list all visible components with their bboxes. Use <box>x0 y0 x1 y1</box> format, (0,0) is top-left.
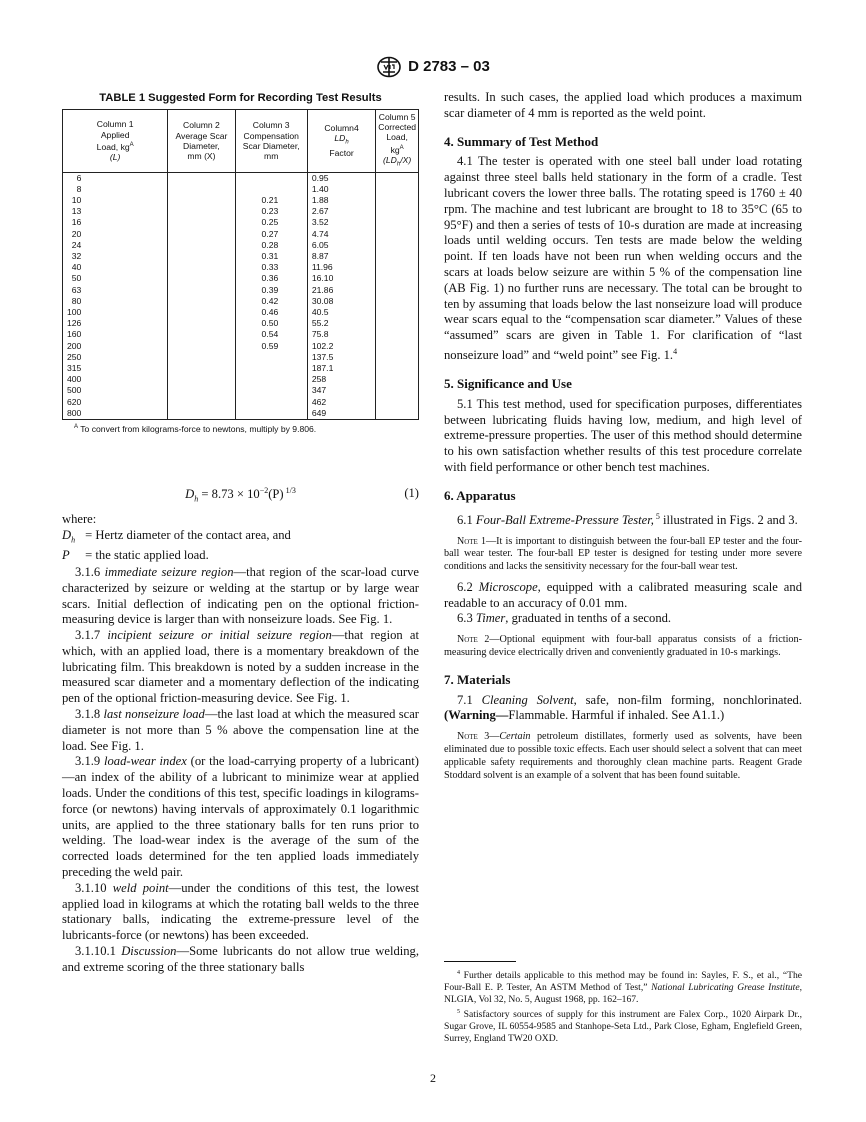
equation-1: $D_h = 8.73 \times 10^{-2}(P)$ $^{1/3}$ (1) <box>185 486 419 504</box>
col1-header: Column 1 Applied Load, $kg^A$ (L) <box>63 110 168 173</box>
definitions-block <box>62 512 419 976</box>
table-cell <box>376 229 419 240</box>
table-cell <box>376 251 419 262</box>
para-3-1-7: 3.1.7 incipient seizure or initial seizure region—that region at which, with an applied load, there is a momentary breakdown of the lubricating film. This breakdown is noted by a sudden increase in the measured scar diameter and a momentary deflection of the indicating pen of the optional friction-measuring device. See Fig. 1. <box>62 628 419 706</box>
table-cell: 32 <box>63 251 168 262</box>
table-cell: 55.2 <box>307 318 375 329</box>
table-row <box>63 352 419 363</box>
table-header-row <box>63 110 419 173</box>
table-cell <box>168 172 235 184</box>
table-cell <box>376 329 419 340</box>
table-cell: 10 <box>63 195 168 206</box>
table-cell <box>376 195 419 206</box>
table-cell: 6.05 <box>307 240 375 251</box>
table-cell: 11.96 <box>307 262 375 273</box>
table-cell <box>376 385 419 396</box>
table-cell: 200 <box>63 341 168 352</box>
table-cell <box>168 195 235 206</box>
table-cell: 187.1 <box>307 363 375 374</box>
table-row <box>63 408 419 420</box>
table-cell <box>235 184 307 195</box>
astm-logo-icon <box>376 56 402 78</box>
table-row <box>63 217 419 228</box>
table-row <box>63 206 419 217</box>
table-cell: 315 <box>63 363 168 374</box>
table-row <box>63 195 419 206</box>
table-cell: 40.5 <box>307 307 375 318</box>
table-cell: 0.21 <box>235 195 307 206</box>
note-1: Note 1—It is important to distinguish between the four-ball EP tester and the four-ball wear tester. The four-ball EP tester is designed for testing under more severe conditions and lacks the sensitivity necessary for the four-ball wear test. <box>444 535 802 573</box>
table-cell: 80 <box>63 296 168 307</box>
footnote-5: $^5$ Satisfactory sources of supply for this instrument are Falex Corp., 1020 Airpark Dr., Sugar Grove, IL 60554-9585 and Stanhope-Seta Ltd., Park Close, Egham, Englefield Green, Surrey, England TW20 OXD. <box>444 1009 802 1045</box>
document-header <box>0 56 866 78</box>
table-cell <box>376 363 419 374</box>
table-row <box>63 285 419 296</box>
table-cell: 258 <box>307 374 375 385</box>
table-cell <box>376 341 419 352</box>
table-cell: 102.2 <box>307 341 375 352</box>
table-cell <box>376 318 419 329</box>
table-cell <box>376 240 419 251</box>
where-d: $D_h$ = Hertz diameter of the contact area, and <box>62 527 291 545</box>
table-cell: 649 <box>307 408 375 420</box>
table-cell: 0.54 <box>235 329 307 340</box>
table-cell <box>168 251 235 262</box>
table-cell <box>235 172 307 184</box>
table-cell <box>168 363 235 374</box>
para-6-2: 6.2 Microscope, equipped with a calibrated measuring scale and readable to an accuracy of 0.01 mm. <box>444 579 802 610</box>
table-cell <box>168 374 235 385</box>
table-cell: 0.42 <box>235 296 307 307</box>
table-cell: 0.46 <box>235 307 307 318</box>
table-cell <box>376 206 419 217</box>
table-cell: 0.59 <box>235 341 307 352</box>
table-cell <box>376 273 419 284</box>
table-cell <box>235 374 307 385</box>
table-footnote: $^A$ To convert from kilograms-force to newtons, multiply by 9.806. <box>74 424 317 435</box>
table-cell <box>376 296 419 307</box>
col4-header: Column4 $LD_h$ Factor <box>307 110 375 173</box>
table-cell: 160 <box>63 329 168 340</box>
table-row <box>63 229 419 240</box>
table-cell: 8 <box>63 184 168 195</box>
left-column <box>62 92 419 434</box>
para-3-1-8: 3.1.8 last nonseizure load—the last load at which the measured scar diameter is not more than 5 % above the compensation line at the load. See Fig. 1. <box>62 707 420 753</box>
table-cell: 100 <box>63 307 168 318</box>
table-cell: 0.50 <box>235 318 307 329</box>
table-cell: 620 <box>63 397 168 408</box>
table-row <box>63 273 419 284</box>
table-cell: 6 <box>63 172 168 184</box>
table-cell <box>168 184 235 195</box>
table-cell <box>168 240 235 251</box>
table-row <box>63 329 419 340</box>
equation-number: (1) <box>404 486 419 500</box>
page-number: 2 <box>430 1071 436 1085</box>
table-cell: 0.28 <box>235 240 307 251</box>
table-cell <box>235 408 307 420</box>
table-cell <box>168 217 235 228</box>
table-cell: 1.88 <box>307 195 375 206</box>
table-row <box>63 262 419 273</box>
table-cell <box>235 363 307 374</box>
table-cell <box>168 296 235 307</box>
table-cell <box>168 329 235 340</box>
para-4-1: 4.1 The tester is operated with one steel ball under load rotating against three steel balls held stationary in the form of a cradle. Test lubricant covers the lower three balls. The rotating speed is 1760 ± 40 rpm. The machine and test lubricant are brought to 18 to 35°C (65 to 95°F) and then a series of tests of 10-s duration are made at increasing loads until welding occurs. Ten tests are made below the welding point. If ten loads have not been run when welding occurs and the scars at loads below seizure are within 5 % of the compensation line (AB Fig. 1) no further runs are necessary. The total can be brought to ten by assuming that loads below the last nonseizure load will produce wear scars equal to the “compensation scar diameter.” Values of these “assumed” scars are given in Table 1. For clarification of “last nonseizure load” and “weld point” see Fig. 1.$^4$ <box>444 154 802 363</box>
table-cell <box>235 397 307 408</box>
table-row <box>63 184 419 195</box>
table-cell <box>376 408 419 420</box>
col3-header: Column 3 Compensation Scar Diameter, mm <box>235 110 307 173</box>
document-id: D 2783 – 03 <box>408 57 490 75</box>
table-cell <box>168 408 235 420</box>
table-row <box>63 318 419 329</box>
table-cell <box>376 307 419 318</box>
table-row <box>63 172 419 184</box>
table-row <box>63 251 419 262</box>
section-5-heading: 5. Significance and Use <box>444 375 572 391</box>
table-row <box>63 341 419 352</box>
table-cell <box>168 262 235 273</box>
table-cell <box>235 385 307 396</box>
table-cell <box>376 172 419 184</box>
table-cell: 50 <box>63 273 168 284</box>
table-cell: 20 <box>63 229 168 240</box>
table-cell: 137.5 <box>307 352 375 363</box>
footnote-4: $^4$ Further details applicable to this method may be found in: Sayles, F. S., et al., “The Four-Ball E. P. Tester, An ASTM Method of Test,” National Lubricating Grease Institute, NLGIA, Vol 32, No. 5, August 1968, pp. 162–167. <box>444 970 802 1006</box>
section-4-heading: 4. Summary of Test Method <box>444 133 599 149</box>
table-cell <box>376 397 419 408</box>
table-cell <box>376 352 419 363</box>
para-6-3: 6.3 Timer, graduated in tenths of a second. <box>457 611 672 626</box>
note-2: Note 2—Optional equipment with four-ball apparatus consists of a friction-measuring device electrically driven and conveniently graduated in 10-s markings. <box>444 634 802 659</box>
table-cell: 30.08 <box>307 296 375 307</box>
table-cell <box>168 397 235 408</box>
table-cell: 0.23 <box>235 206 307 217</box>
table-cell: 13 <box>63 206 168 217</box>
table-cell: 24 <box>63 240 168 251</box>
section-7-heading: 7. Materials <box>444 671 511 687</box>
table-row <box>63 307 419 318</box>
footnote-rule <box>444 961 516 962</box>
table-cell: 3.52 <box>307 217 375 228</box>
table-cell: 0.25 <box>235 217 307 228</box>
table-cell <box>168 229 235 240</box>
table-cell: 1.40 <box>307 184 375 195</box>
col2-header: Column 2 Average Scar Diameter, mm (X) <box>168 110 235 173</box>
table-cell <box>168 285 235 296</box>
table-cell <box>376 262 419 273</box>
table-row <box>63 374 419 385</box>
para-3-1-9: 3.1.9 load-wear index (or the load-carrying property of a lubricant)—an index of the ability of a lubricant to minimize wear at applied loads. Under the conditions of this test, specific loadings in kilograms-force (or newtons) having intervals of approximately 0.1 logarithmic units, are applied to the three stationary balls for ten runs prior to welding. The load-wear index is the average of the sum of the corrected loads determined for the ten applied loads immediately preceding the weld pair. <box>62 754 419 880</box>
table-row <box>63 397 419 408</box>
where-p: P = the static applied load. <box>62 548 209 563</box>
para-3-1-10-1: 3.1.10.1 Discussion—Some lubricants do not allow true welding, and extreme scoring of the three stationary balls <box>62 944 419 974</box>
table-cell <box>376 285 419 296</box>
table-cell <box>376 184 419 195</box>
table-cell: 0.36 <box>235 273 307 284</box>
table-cell <box>168 352 235 363</box>
table-cell: 126 <box>63 318 168 329</box>
footnotes <box>444 961 802 1045</box>
table-cell: 0.33 <box>235 262 307 273</box>
table-cell: 40 <box>63 262 168 273</box>
table-cell: 0.31 <box>235 251 307 262</box>
table-cell <box>235 352 307 363</box>
table-row <box>63 363 419 374</box>
section-6-heading: 6. Apparatus <box>444 487 516 503</box>
para-3-1-10: 3.1.10 weld point—under the conditions of this test, the lowest applied load in kilograms at which the rotating ball welds to the three stationary balls, indicating the extreme-pressure level of the lubricants-force (or newtons) has been exceeded. <box>62 880 419 943</box>
table-title: TABLE 1 Suggested Form for Recording Test Results <box>99 92 382 104</box>
table-cell: 800 <box>63 408 168 420</box>
table-row <box>63 240 419 251</box>
table-cell <box>168 341 235 352</box>
table-row <box>63 385 419 396</box>
table-cell: 4.74 <box>307 229 375 240</box>
table-cell: 16.10 <box>307 273 375 284</box>
col5-header: Column 5 Corrected Load, $kg^A$ $(LD_h/X)$ <box>376 110 419 173</box>
table-cell <box>168 206 235 217</box>
table-cell: 0.95 <box>307 172 375 184</box>
table-cell: 0.27 <box>235 229 307 240</box>
table-cell: 16 <box>63 217 168 228</box>
para-7-1: 7.1 Cleaning Solvent, safe, non-film forming, nonchlorinated. (Warning—Flammable. Harmful if inhaled. See A1.1.) <box>444 692 802 723</box>
table-cell: 2.67 <box>307 206 375 217</box>
table-cell: 347 <box>307 385 375 396</box>
right-column <box>444 90 802 782</box>
table-cell: 8.87 <box>307 251 375 262</box>
para-6-1: 6.1 Four-Ball Extreme-Pressure Tester, $^5$ illustrated in Figs. 2 and 3. <box>457 511 798 527</box>
table-cell: 63 <box>63 285 168 296</box>
table-cell <box>168 385 235 396</box>
table-cell <box>376 217 419 228</box>
table-cell: 21.86 <box>307 285 375 296</box>
table-cell <box>168 273 235 284</box>
table-cell <box>168 307 235 318</box>
table-cell: 500 <box>63 385 168 396</box>
table-cell: 0.39 <box>235 285 307 296</box>
table-cell <box>376 374 419 385</box>
table-cell <box>168 318 235 329</box>
para-3-1-6: 3.1.6 immediate seizure region—that region of the scar-load curve characterized by seizure or welding at the startup or by large wear scars. Initial deflection of indicating pen on the optional friction-measuring device is larger than with nonseizure loads. See Fig. 1. <box>62 564 419 627</box>
continuation-text: results. In such cases, the applied load which produces a maximum scar diameter of 4 mm is reported as the weld point. <box>444 90 802 120</box>
table-cell: 250 <box>63 352 168 363</box>
table-row <box>63 296 419 307</box>
table-cell: 75.8 <box>307 329 375 340</box>
where-intro: where: <box>62 512 97 526</box>
table-cell: 400 <box>63 374 168 385</box>
note-3: Note 3—Certain petroleum distillates, formerly used as solvents, have been eliminated due to possible toxic effects. Each user should select a solvent that can meet applicable safety requirements and thoroughly clean machine parts. Reagent Grade Stoddard solvent is an example of a solvent that has been found suitable. <box>444 731 802 781</box>
table-cell: 462 <box>307 397 375 408</box>
results-table <box>62 109 419 420</box>
para-5-1: 5.1 This test method, used for specification purposes, differentiates between lubricating fluids having low, medium, and high level of extreme-pressure properties. The user of this method should determine to his own satisfaction whether results of this test procedure correlate with field performance or other bench test machines. <box>444 396 802 474</box>
